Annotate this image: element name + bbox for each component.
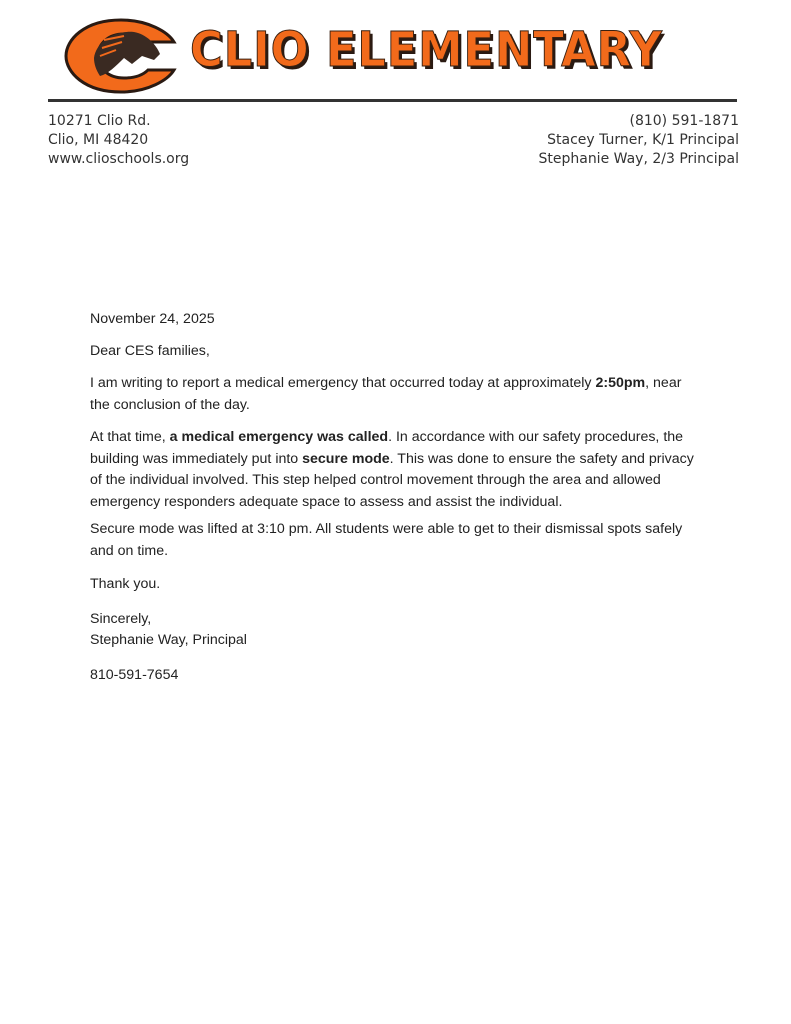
salutation: Dear CES families, bbox=[90, 343, 210, 359]
closing: Sincerely, bbox=[90, 611, 152, 627]
letter-date: November 24, 2025 bbox=[90, 311, 215, 327]
text: . In accordance with our safety procedures, the building was immediately put into bbox=[90, 429, 684, 467]
text: I am writing to report a medical emergency that occurred today at approximately bbox=[90, 375, 596, 391]
text: At that time, bbox=[90, 429, 170, 445]
thanks: Thank you. bbox=[90, 576, 161, 592]
school-name: CLIO ELEMENTARY bbox=[190, 22, 663, 78]
city-state-zip: Clio, MI 48420 bbox=[48, 132, 149, 148]
paragraph-3: Secure mode was lifted at 3:10 pm. All students were able to get to their dismissal spots safely and on time. bbox=[90, 521, 683, 559]
signer: Stephanie Way, Principal bbox=[90, 632, 247, 648]
contact-phone: 810-591-7654 bbox=[90, 667, 179, 683]
principal-23: Stephanie Way, 2/3 Principal bbox=[538, 151, 739, 167]
website-link[interactable]: www.clioschools.org bbox=[48, 151, 190, 167]
principal-k1: Stacey Turner, K/1 Principal bbox=[547, 132, 739, 148]
header-divider bbox=[48, 99, 737, 102]
street: 10271 Clio Rd. bbox=[48, 113, 151, 129]
school-contacts bbox=[538, 112, 739, 169]
text: . This was done to ensure the safety and privacy of the individual involved. This step helped control movement through the area and allowed emergency responders adequate space to assess and assist the individual. bbox=[90, 450, 694, 510]
paragraph-1 bbox=[90, 373, 700, 416]
school-phone: (810) 591-1871 bbox=[629, 113, 739, 129]
school-address bbox=[48, 112, 189, 169]
text: , near the conclusion of the day. bbox=[90, 375, 682, 413]
emphasis: secure mode bbox=[302, 450, 390, 467]
mustang-logo bbox=[64, 18, 178, 94]
emphasis: a medical emergency was called bbox=[169, 429, 389, 445]
time-emphasis: 2:50pm bbox=[595, 375, 646, 391]
paragraph-2 bbox=[90, 427, 700, 513]
